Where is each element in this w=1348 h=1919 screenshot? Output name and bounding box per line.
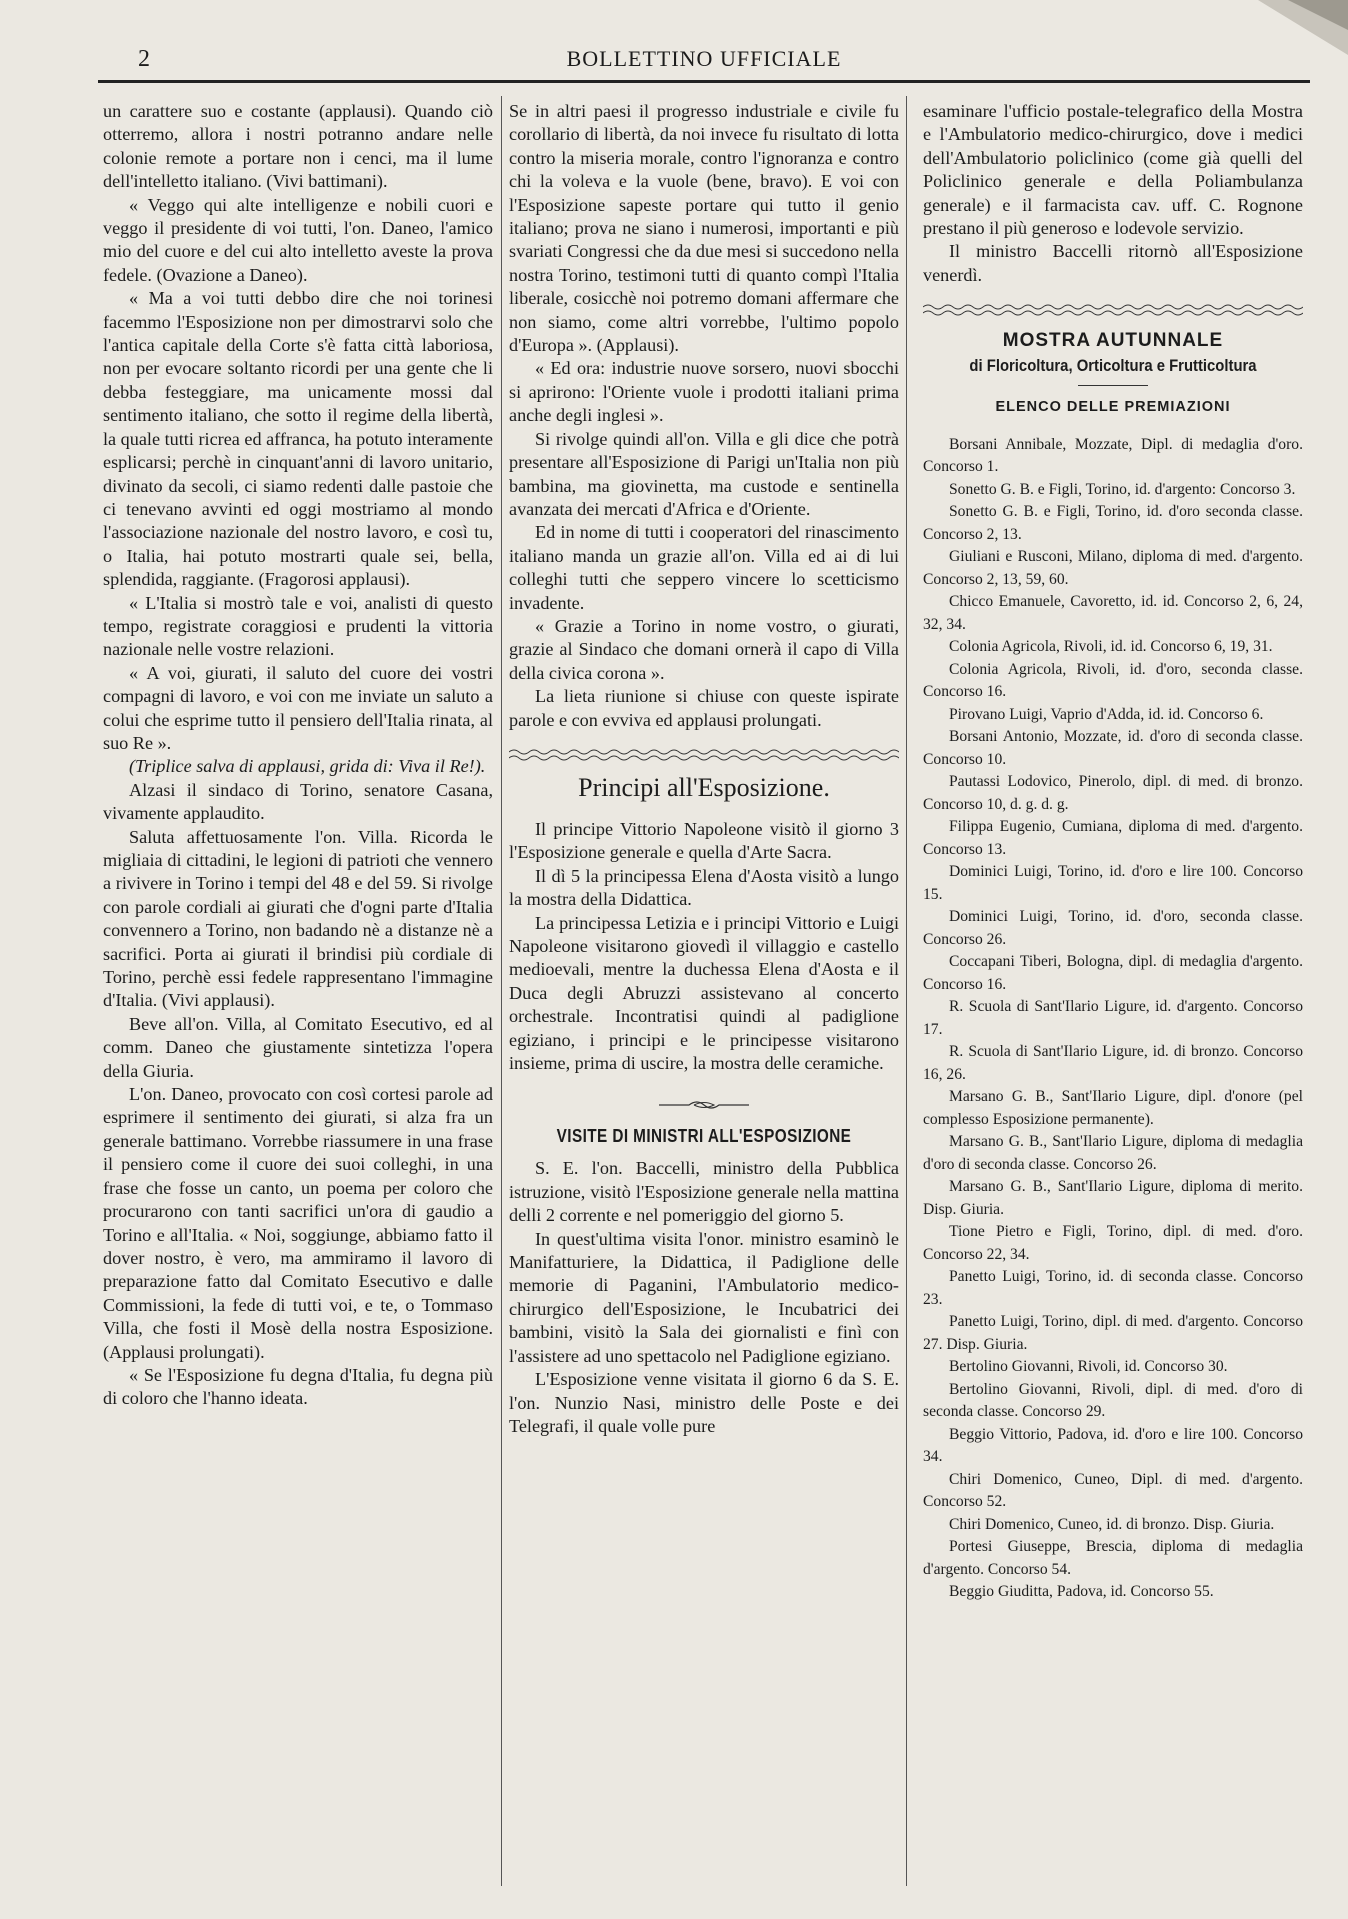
mostra-subtitle: di Floricoltura, Orticoltura e Frutticoltura [969, 357, 1257, 376]
column-divider [906, 96, 907, 1886]
award-entry: R. Scuola di Sant'Ilario Ligure, id. di bronzo. Concorso 16, 26. [923, 1043, 1303, 1083]
award-entry: Pautassi Lodovico, Pinerolo, dipl. di med. di bronzo. Concorso 10, d. g. d. g. [923, 773, 1303, 813]
column-3 [923, 100, 1303, 1604]
award-entry: Chicco Emanuele, Cavoretto, id. id. Concorso 2, 6, 24, 32, 34. [923, 593, 1303, 633]
award-entry: Bertolino Giovanni, Rivoli, dipl. di med. d'oro di seconda classe. Concorso 29. [923, 1380, 1303, 1421]
paragraph: Saluta affettuosamente l'on. Villa. Ricorda le migliaia di cittadini, le legioni di patrioti che vennero a rivivere in Torino i tempi del 48 e del 59. Si rivolge con parole cordiali ai giurati che d'ogni parte d'Italia convennero a Torino, non badando nè a distanze nè a sacrifici. Porta ai giurati il brindisi più cordiale di Torino, perchè essi fedele rappresentano l'immagine d'Italia. (Vivi applausi). [103, 826, 493, 1011]
short-rule [1078, 385, 1148, 386]
paragraph: Si rivolge quindi all'on. Villa e gli dice che potrà presentare all'Esposizione di Parigi un'Italia non più bambina, ma giovinetta, ma custode e sentinella avanzata dei mercati d'Africa e d'Oriente. [509, 428, 899, 519]
page-number: 2 [138, 46, 150, 72]
paragraph: Alzasi il sindaco di Torino, senatore Casana, vivamente applaudito. [103, 779, 493, 824]
award-entry: Pirovano Luigi, Vaprio d'Adda, id. id. Concorso 6. [949, 705, 1264, 723]
award-entry: Marsano G. B., Sant'Ilario Ligure, diploma di medaglia d'oro di seconda classe. Concorso 26. [923, 1133, 1303, 1173]
award-entry: Bertolino Giovanni, Rivoli, id. Concorso 30. [949, 1358, 1228, 1376]
paragraph: S. E. l'on. Baccelli, ministro della Pubblica istruzione, visitò l'Esposizione generale nella mattina delli 2 corrente e nel pomeriggio del giorno 5. [509, 1158, 899, 1226]
awards-list [923, 434, 1303, 1604]
award-entry: Tione Pietro e Figli, Torino, dipl. di med. d'oro. Concorso 22, 34. [923, 1223, 1303, 1263]
award-entry: Sonetto G. B. e Figli, Torino, id. d'argento: Concorso 3. [949, 480, 1296, 498]
paragraph: « A voi, giurati, il saluto del cuore dei vostri compagni di lavoro, e voi con me inviate un saluto a colui che esprime tutto il pensiero dell'Italia rinata, al suo Re ». [103, 662, 493, 753]
paragraph: Il ministro Baccelli ritornò all'Esposizione venerdì. [923, 241, 1303, 285]
award-entry: Colonia Agricola, Rivoli, id. id. Concorso 6, 19, 31. [949, 638, 1273, 656]
paragraph: L'Esposizione venne visitata il giorno 6 da S. E. l'on. Nunzio Nasi, ministro delle Poste e dei Telegrafi, il quale volle pure [509, 1369, 899, 1436]
award-entry: Panetto Luigi, Torino, dipl. di med. d'argento. Concorso 27. Disp. Giuria. [923, 1313, 1303, 1353]
award-entry: Filippa Eugenio, Cumiana, diploma di med. d'argento. Concorso 13. [923, 818, 1303, 858]
paragraph: Il dì 5 la principessa Elena d'Aosta visitò a lungo la mostra della Didattica. [509, 865, 899, 910]
column-1 [103, 100, 493, 1411]
paragraph: « Grazie a Torino in nome vostro, o giurati, grazie al Sindaco che domani ornerà il capo di Villa della civica corona ». [509, 615, 899, 683]
column-2 [509, 100, 899, 1438]
page-header [98, 40, 1310, 80]
paragraph: In quest'ultima visita l'onor. ministro esaminò le Manifatturiere, la Didattica, il Padiglione delle memorie di Paganini, l'Ambulatorio medico-chirurgico dell'Esposizione, le Incubatrici dei bambini, visitò la Sala dei giornalisti e finì con l'assistere ad uno spettacolo nel Padiglione egiziano. [509, 1228, 899, 1366]
paragraph: « Ed ora: industrie nuove sorsero, nuovi sbocchi si aprirono: l'Oriente vuole i prodotti italiani prima anche degli inglesi ». [509, 358, 899, 426]
award-entry: R. Scuola di Sant'Ilario Ligure, id. d'argento. Concorso 17. [923, 998, 1303, 1038]
award-entry: Chiri Domenico, Cuneo, Dipl. di med. d'argento. Concorso 52. [923, 1470, 1303, 1511]
award-entry: Borsani Annibale, Mozzate, Dipl. di medaglia d'oro. Concorso 1. [923, 435, 1303, 476]
paragraph: Se in altri paesi il progresso industriale e civile fu corollario di libertà, da noi invece fu risultato di lotta contro la miseria morale, contro l'ignoranza e contro chi la voleva e la vuole (bene, bravo). E voi con l'Esposizione sapeste portare qui tutto il genio italiano; prova ne siano i numerosi, importanti e più svariati Congressi che da due mesi si succedono nella nostra Torino, testimoni tutti di quanto compì l'Italia liberale, cosicchè noi potremo domani affermare che non siamo, come altri vorrebbe, l'ultimo popolo d'Europa ». (Applausi). [509, 101, 899, 356]
ornament-divider [509, 1095, 899, 1109]
award-entry: Colonia Agricola, Rivoli, id. d'oro, seconda classe. Concorso 16. [923, 660, 1303, 701]
paragraph: « L'Italia si mostrò tale e voi, analisti di questo tempo, registrate coraggiosi e prudenti la vittoria nazionale nelle vostre relazioni. [103, 592, 493, 660]
masthead-title: BOLLETTINO UFFICIALE [566, 46, 842, 71]
paragraph: « Ma a voi tutti debbo dire che noi torinesi facemmo l'Esposizione non per dimostrarvi solo che l'antica capitale della Corte s'è fatta città laboriosa, non per evocare soltanto ricordi per una gente che li debba festeggiare, ma unicamente mossi dal sentimento italiano, che sotto il regime della libertà, la quale tutti ricrea ed affranca, ha potuto interamente esplicarsi; perchè in cinquant'anni di lavoro unitario, divinato da secoli, ci siamo redenti dalle pastoie che ci tenevano avvinti ed oggi mostriamo al mondo l'associazione nazionale del nostro lavoro, e così tu, o Italia, hai potuto mostrarti quale sei, bella, splendida, raggiante. (Fragorosi applausi). [103, 288, 494, 590]
award-entry: Marsano G. B., Sant'Ilario Ligure, dipl. d'onore (pel complesso Esposizione permanente). [923, 1088, 1303, 1128]
award-entry: Portesi Giuseppe, Brescia, diploma di medaglia d'argento. Concorso 54. [923, 1538, 1303, 1578]
paragraph: Il principe Vittorio Napoleone visitò il giorno 3 l'Esposizione generale e quella d'Arte Sacra. [509, 818, 899, 863]
mostra-title: MOSTRA AUTUNNALE [1002, 330, 1224, 352]
award-entry: Panetto Luigi, Torino, id. di seconda classe. Concorso 23. [923, 1268, 1303, 1308]
award-entry: Coccapani Tiberi, Bologna, dipl. di medaglia d'argento. Concorso 16. [923, 953, 1303, 993]
paragraph: L'on. Daneo, provocato con così cortesi parole ad esprimere il sentimento dei giurati, si alza fra un generale battimano. Vorrebbe riassumere in una frase il pensiero come il cuore dei suoi colleghi, in una frase che fosse un canto, un poema per coloro che procurarono con tanti sacrifici un'ora di gaudio a Torino e all'Italia. « Noi, soggiunge, abbiamo fatto il dover nostro, è vero, ma ammiramo il lavoro di preparazione fatto dal Comitato Esecutivo e dalle Commissioni, la fede di tutti voi, e te, o Tommaso Villa, che fosti il Mosè della nostra Esposizione. (Applausi prolungati). [103, 1084, 493, 1362]
wavy-divider [509, 748, 899, 762]
section-title-principi: Principi all'Esposizione. [578, 772, 830, 802]
award-entry: Dominici Luigi, Torino, id. d'oro e lire 100. Concorso 15. [923, 863, 1303, 903]
award-entry: Beggio Giuditta, Padova, id. Concorso 55. [949, 1583, 1214, 1601]
paragraph: (Triplice salva di applausi, grida di: Viva il Re!). [129, 756, 486, 777]
award-entry: Borsani Antonio, Mozzate, id. d'oro di seconda classe. Concorso 10. [923, 728, 1303, 768]
paragraph: La lieta riunione si chiuse con queste ispirate parole e con evviva ed applausi prolungati. [509, 686, 899, 730]
award-entry: Chiri Domenico, Cuneo, id. di bronzo. Disp. Giuria. [949, 1515, 1275, 1533]
award-entry: Beggio Vittorio, Padova, id. d'oro e lire 100. Concorso 34. [923, 1425, 1303, 1466]
paragraph: un carattere suo e costante (applausi). Quando ciò otterremo, allora i nostri potranno andare nelle colonie remote a portare non i cenci, ma il lume dell'intelletto italiano. (Vivi battimani). [103, 101, 493, 192]
section-title-ministri: VISITE DI MINISTRI ALL'ESPOSIZIONE [556, 1126, 852, 1147]
award-entry: Sonetto G. B. e Figli, Torino, id. d'oro seconda classe. Concorso 2, 13. [923, 503, 1303, 543]
paragraph: Ed in nome di tutti i cooperatori del rinascimento italiano manda un grazie all'on. Villa ed ai di lui colleghi tutti che seppero vincere lo scetticismo invadente. [509, 522, 899, 613]
award-entry: Giuliani e Rusconi, Milano, diploma di med. d'argento. Concorso 2, 13, 59, 60. [923, 548, 1303, 588]
paragraph: esaminare l'ufficio postale-telegrafico della Mostra e l'Ambulatorio medico-chirurgico, dove i medici dell'Ambulatorio policlinico (come già quelli del Policlinico generale e della Poliambulanza generale) e il farmacista cav. uff. C. Rognone prestano il più generoso e lodevole servizio. [923, 101, 1303, 239]
award-entry: Marsano G. B., Sant'Ilario Ligure, diploma di merito. Disp. Giuria. [923, 1178, 1303, 1218]
paragraph: Beve all'on. Villa, al Comitato Esecutivo, ed al comm. Daneo che giustamente sintetizza l'opera della Giuria. [103, 1013, 493, 1081]
award-entry: Dominici Luigi, Torino, id. d'oro, seconda classe. Concorso 26. [923, 908, 1303, 948]
awards-list-title: ELENCO DELLE PREMIAZIONI [995, 399, 1231, 416]
paragraph: « Veggo qui alte intelligenze e nobili cuori e veggo il presidente di voi tutti, l'on. Daneo, l'amico mio del cuore e del cui alto intelletto aveste la prova fedele. (Ovazione a Daneo). [103, 194, 493, 285]
header-rule [98, 80, 1310, 83]
column-divider [501, 96, 502, 1886]
wavy-divider [923, 303, 1303, 317]
paragraph: La principessa Letizia e i principi Vittorio e Luigi Napoleone visitarono giovedì il villaggio e castello medioevali, mentre la duchessa Elena d'Aosta e il Duca degli Abruzzi assistevano al concerto orchestrale. Incontratisi quindi al padiglione egiziano, i principi e le principesse visitarono insieme, prima di uscire, la mostra delle ceramiche. [509, 912, 899, 1074]
paragraph: « Se l'Esposizione fu degna d'Italia, fu degna più di coloro che l'hanno ideata. [103, 1364, 493, 1409]
